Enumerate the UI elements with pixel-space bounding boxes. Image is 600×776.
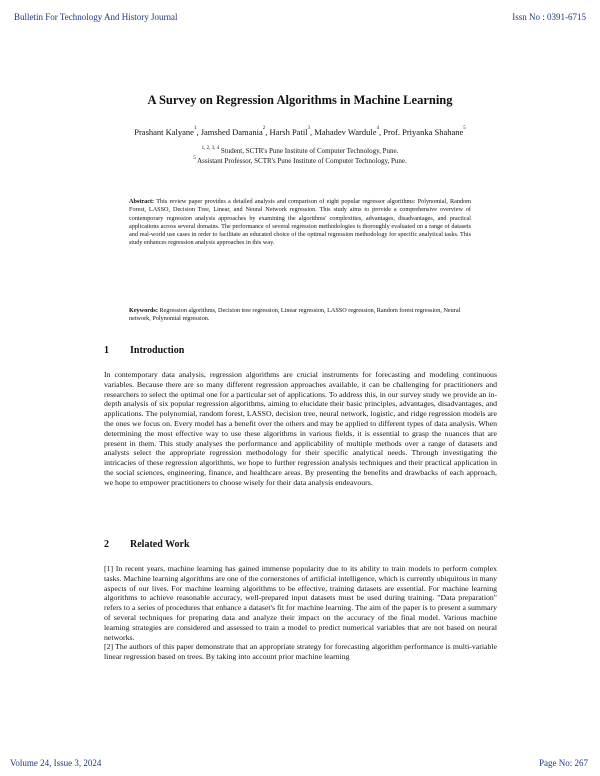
author-name: Jamshed Damania	[200, 127, 263, 137]
author-sup: 4	[376, 126, 379, 131]
keywords-text: Regression algorithms, Decision tree regression, Linear regression, LASSO regression, Random forest regression, Neural network, Polynomial regression.	[129, 307, 461, 323]
author-name: Harsh Patil	[269, 127, 308, 137]
section-heading-introduction	[104, 345, 184, 356]
paragraph: [1] In recent years, machine learning has gained immense popularity due to its ability to train models to perform complex tasks. Machine learning algorithms are one of the cornerstones of artificial intelligence, which is currently ubiquitous in many aspects of our lives. For machine learning algorithms to be effective, training datasets are essential. For machine learning algorithms to achieve reasonable accuracy, well-prepared input datasets must be used during training. "Data preparation" refers to a series of procedures that enhance a dataset's fit for machine learning. The aim of the paper is to present a summary of several techniques for preparing data and analyze their impact on the accuracy of the final model. Various machine learning strategies are considered and assessed to train a model to predict numerical variables that are not based on neural networks.	[104, 564, 497, 642]
affiliation	[0, 147, 600, 155]
section-number: 1	[104, 345, 109, 356]
section-body-related-work	[104, 564, 497, 662]
section-heading-related-work	[104, 539, 190, 550]
section-title: Related Work	[130, 539, 190, 550]
abstract-label: Abstract:	[129, 198, 155, 205]
abstract-text: This review paper provides a detailed analysis and comparison of eight popular regressor algorithms: Polynomial, Random Forest, LASSO, Decision Tree, Linear, and Neural Network regression. This study aims to provide a comprehensive overview of contemporary regression analysis approaches by examining the algorithms' complexities, advantages, disadvantages, and practical applications across several domains. The performance of several regression methodologies is thoroughly evaluated on a range of datasets and real-world use cases in order to facilitate an educated choice of the optimal regression methodology for specific analytical tasks. This study enhances regression analysis approaches in this way.	[129, 198, 471, 247]
author-name: Mahadev Wardule	[314, 127, 377, 137]
page-number: Page No: 267	[539, 758, 588, 768]
keywords	[129, 307, 471, 324]
author-list: Prashant Kalyane$^1$, Jamshed Damania$^2$, Harsh Patil$^3$, Mahadev Wardule$^4$, Prof. Priyanka Shahane$^5$	[134, 126, 466, 137]
volume-info: Volume 24, Issue 3, 2024	[10, 758, 102, 768]
author-sup: 3	[307, 126, 311, 131]
affiliation-text: Student, SCTR's Pune Institute of Computer Technology, Pune.	[219, 147, 399, 155]
affiliation-sup: 1, 2, 3, 4	[201, 146, 220, 151]
affiliation-text: Assistant Professor, SCTR's Pune Institute of Computer Technology, Pune.	[195, 157, 407, 165]
abstract	[129, 198, 471, 248]
section-title: Introduction	[130, 345, 185, 356]
paragraph: [2] The authors of this paper demonstrate that an appropriate strategy for forecasting algorithm performance is multi-variable linear regression based on trees. By taking into account prior machine learning	[104, 642, 497, 662]
author-sup: 2	[262, 126, 266, 131]
author-name: Prashant Kalyane	[134, 127, 194, 137]
affiliation	[0, 157, 600, 165]
section-body-introduction	[104, 370, 497, 488]
keywords-label: Keywords:	[129, 307, 158, 314]
affiliation-sup: 5	[193, 156, 196, 161]
author-name: Prof. Priyanka Shahane	[383, 127, 464, 137]
section-number: 2	[104, 539, 109, 550]
author-sup: 1	[193, 126, 197, 131]
issn-number: Issn No : 0391-6715	[512, 12, 586, 22]
author-sup: 5	[463, 126, 466, 131]
paragraph: In contemporary data analysis, regression algorithms are crucial instruments for forecasting and modeling continuous variables. Because there are so many different regression approaches available, it can be challenging for practitioners and researchers to select the optimal one for a particular set of applications. To address this, in our survey study we provide an in-depth analysis of six popular regression algorithms, aiming to elucidate their basic principles, advantages, disadvantages, and applications. The polynomial, random forest, LASSO, decision tree, neural network, logistic, and ridge regression models are the ones we focus on. Every model has a benefit over the others and may be applied to different types of data analysis. When determining the most effective way to use these algorithms in various fields, it is essential to grasp the nuances that are present in them. This study analyses the performance and applicability of multiple methods over a range of datasets and analysts select the appropriate regression methodology for their specific analytical needs. Through investigating the intricacies of these regression algorithms, we hope to further regression analysis techniques and their practical application in the social sciences, engineering, finance, and healthcare areas. By presenting the benefits and drawbacks of each approach, we hope to empower practitioners to choose wisely for their data analysis endeavours.	[104, 370, 497, 487]
paper-title: A Survey on Regression Algorithms in Machine Learning	[147, 93, 453, 107]
journal-name: Bulletin For Technology And History Journal	[14, 12, 178, 22]
